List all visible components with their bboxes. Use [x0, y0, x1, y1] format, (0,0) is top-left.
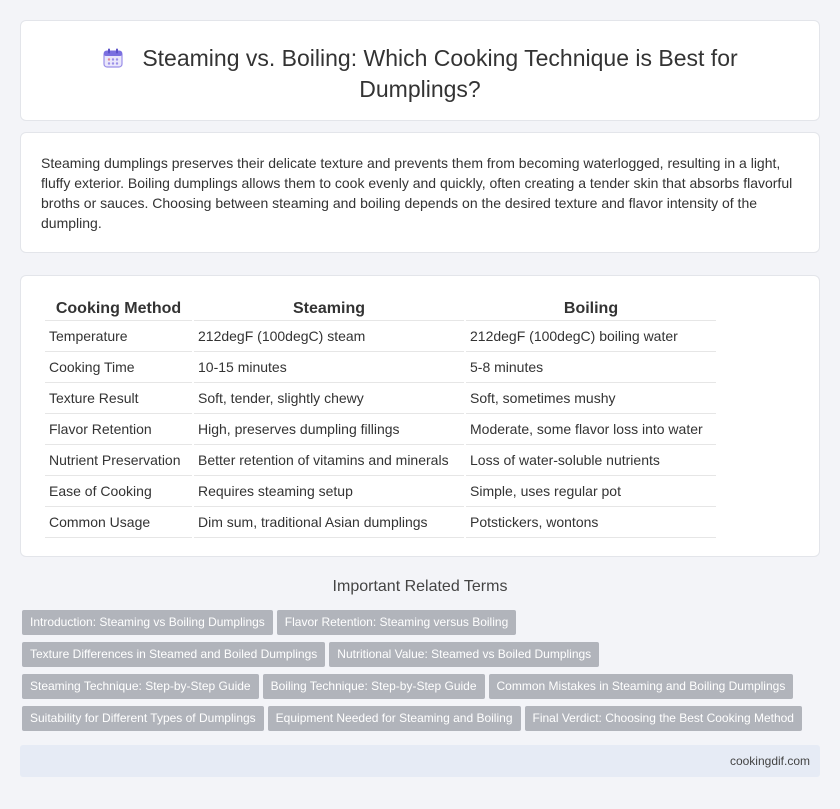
table-row: [45, 445, 716, 476]
row-label: Cooking Time: [45, 352, 192, 383]
footer-site-link[interactable]: cookingdif.com: [729, 754, 810, 768]
footer: [20, 745, 820, 777]
steaming-cell: Soft, tender, slightly chewy: [194, 383, 464, 414]
steaming-cell: 10-15 minutes: [194, 352, 464, 383]
row-label: Ease of Cooking: [45, 476, 192, 507]
boiling-cell: 5-8 minutes: [466, 352, 716, 383]
boiling-cell: Soft, sometimes mushy: [466, 383, 716, 414]
tag-row: [22, 706, 822, 738]
related-term-link[interactable]: Nutritional Value: Steamed vs Boiled Dumplings: [329, 642, 599, 667]
header-card: [20, 20, 820, 121]
related-term-link[interactable]: Introduction: Steaming vs Boiling Dumplings: [22, 610, 273, 635]
comparison-table: [43, 294, 718, 538]
row-label: Common Usage: [45, 507, 192, 538]
boiling-cell: 212degF (100degC) boiling water: [466, 321, 716, 352]
table-row: [45, 507, 716, 538]
related-term-link[interactable]: Common Mistakes in Steaming and Boiling Dumplings: [489, 674, 794, 699]
boiling-cell: Simple, uses regular pot: [466, 476, 716, 507]
related-terms-list: [22, 610, 822, 738]
calendar-icon: [102, 46, 124, 68]
header-boiling: Boiling: [466, 294, 716, 321]
row-label: Nutrient Preservation: [45, 445, 192, 476]
row-label: Flavor Retention: [45, 414, 192, 445]
related-terms-heading: Important Related Terms: [332, 578, 508, 595]
table-header-row: [45, 294, 716, 321]
table-row: [45, 383, 716, 414]
tag-row: [22, 610, 822, 642]
table-row: [45, 352, 716, 383]
boiling-cell: Loss of water-soluble nutrients: [466, 445, 716, 476]
comparison-card: [20, 275, 820, 557]
related-term-link[interactable]: Final Verdict: Choosing the Best Cooking Method: [525, 706, 802, 731]
related-term-link[interactable]: Steaming Technique: Step-by-Step Guide: [22, 674, 259, 699]
intro-paragraph: Steaming dumplings preserves their delicate texture and prevents them from becoming waterlogged, resulting in a light, fluffy exterior. Boiling dumplings allows them to cook evenly and quickly, often creating a tender skin that absorbs flavorful broths or sauces. Choosing between steaming and boiling depends on the desired texture and flavor intensity of the dumpling.: [41, 155, 793, 231]
row-label: Temperature: [45, 321, 192, 352]
boiling-cell: Moderate, some flavor loss into water: [466, 414, 716, 445]
header-cooking-method: Cooking Method: [45, 294, 192, 321]
steaming-cell: Requires steaming setup: [194, 476, 464, 507]
related-term-link[interactable]: Flavor Retention: Steaming versus Boiling: [277, 610, 516, 635]
page-title: [70, 43, 770, 105]
table-row: [45, 476, 716, 507]
related-term-link[interactable]: Suitability for Different Types of Dumplings: [22, 706, 264, 731]
page-title-text: Steaming vs. Boiling: Which Cooking Technique is Best for Dumplings?: [142, 45, 738, 102]
table-row: [45, 321, 716, 352]
steaming-cell: Dim sum, traditional Asian dumplings: [194, 507, 464, 538]
tag-row: [22, 674, 822, 706]
table-row: [45, 414, 716, 445]
boiling-cell: Potstickers, wontons: [466, 507, 716, 538]
tag-row: [22, 642, 822, 674]
related-term-link[interactable]: Texture Differences in Steamed and Boiled Dumplings: [22, 642, 325, 667]
related-term-link[interactable]: Boiling Technique: Step-by-Step Guide: [263, 674, 485, 699]
header-steaming: Steaming: [194, 294, 464, 321]
steaming-cell: High, preserves dumpling fillings: [194, 414, 464, 445]
steaming-cell: Better retention of vitamins and minerals: [194, 445, 464, 476]
related-term-link[interactable]: Equipment Needed for Steaming and Boiling: [268, 706, 521, 731]
steaming-cell: 212degF (100degC) steam: [194, 321, 464, 352]
row-label: Texture Result: [45, 383, 192, 414]
intro-card: [20, 132, 820, 253]
